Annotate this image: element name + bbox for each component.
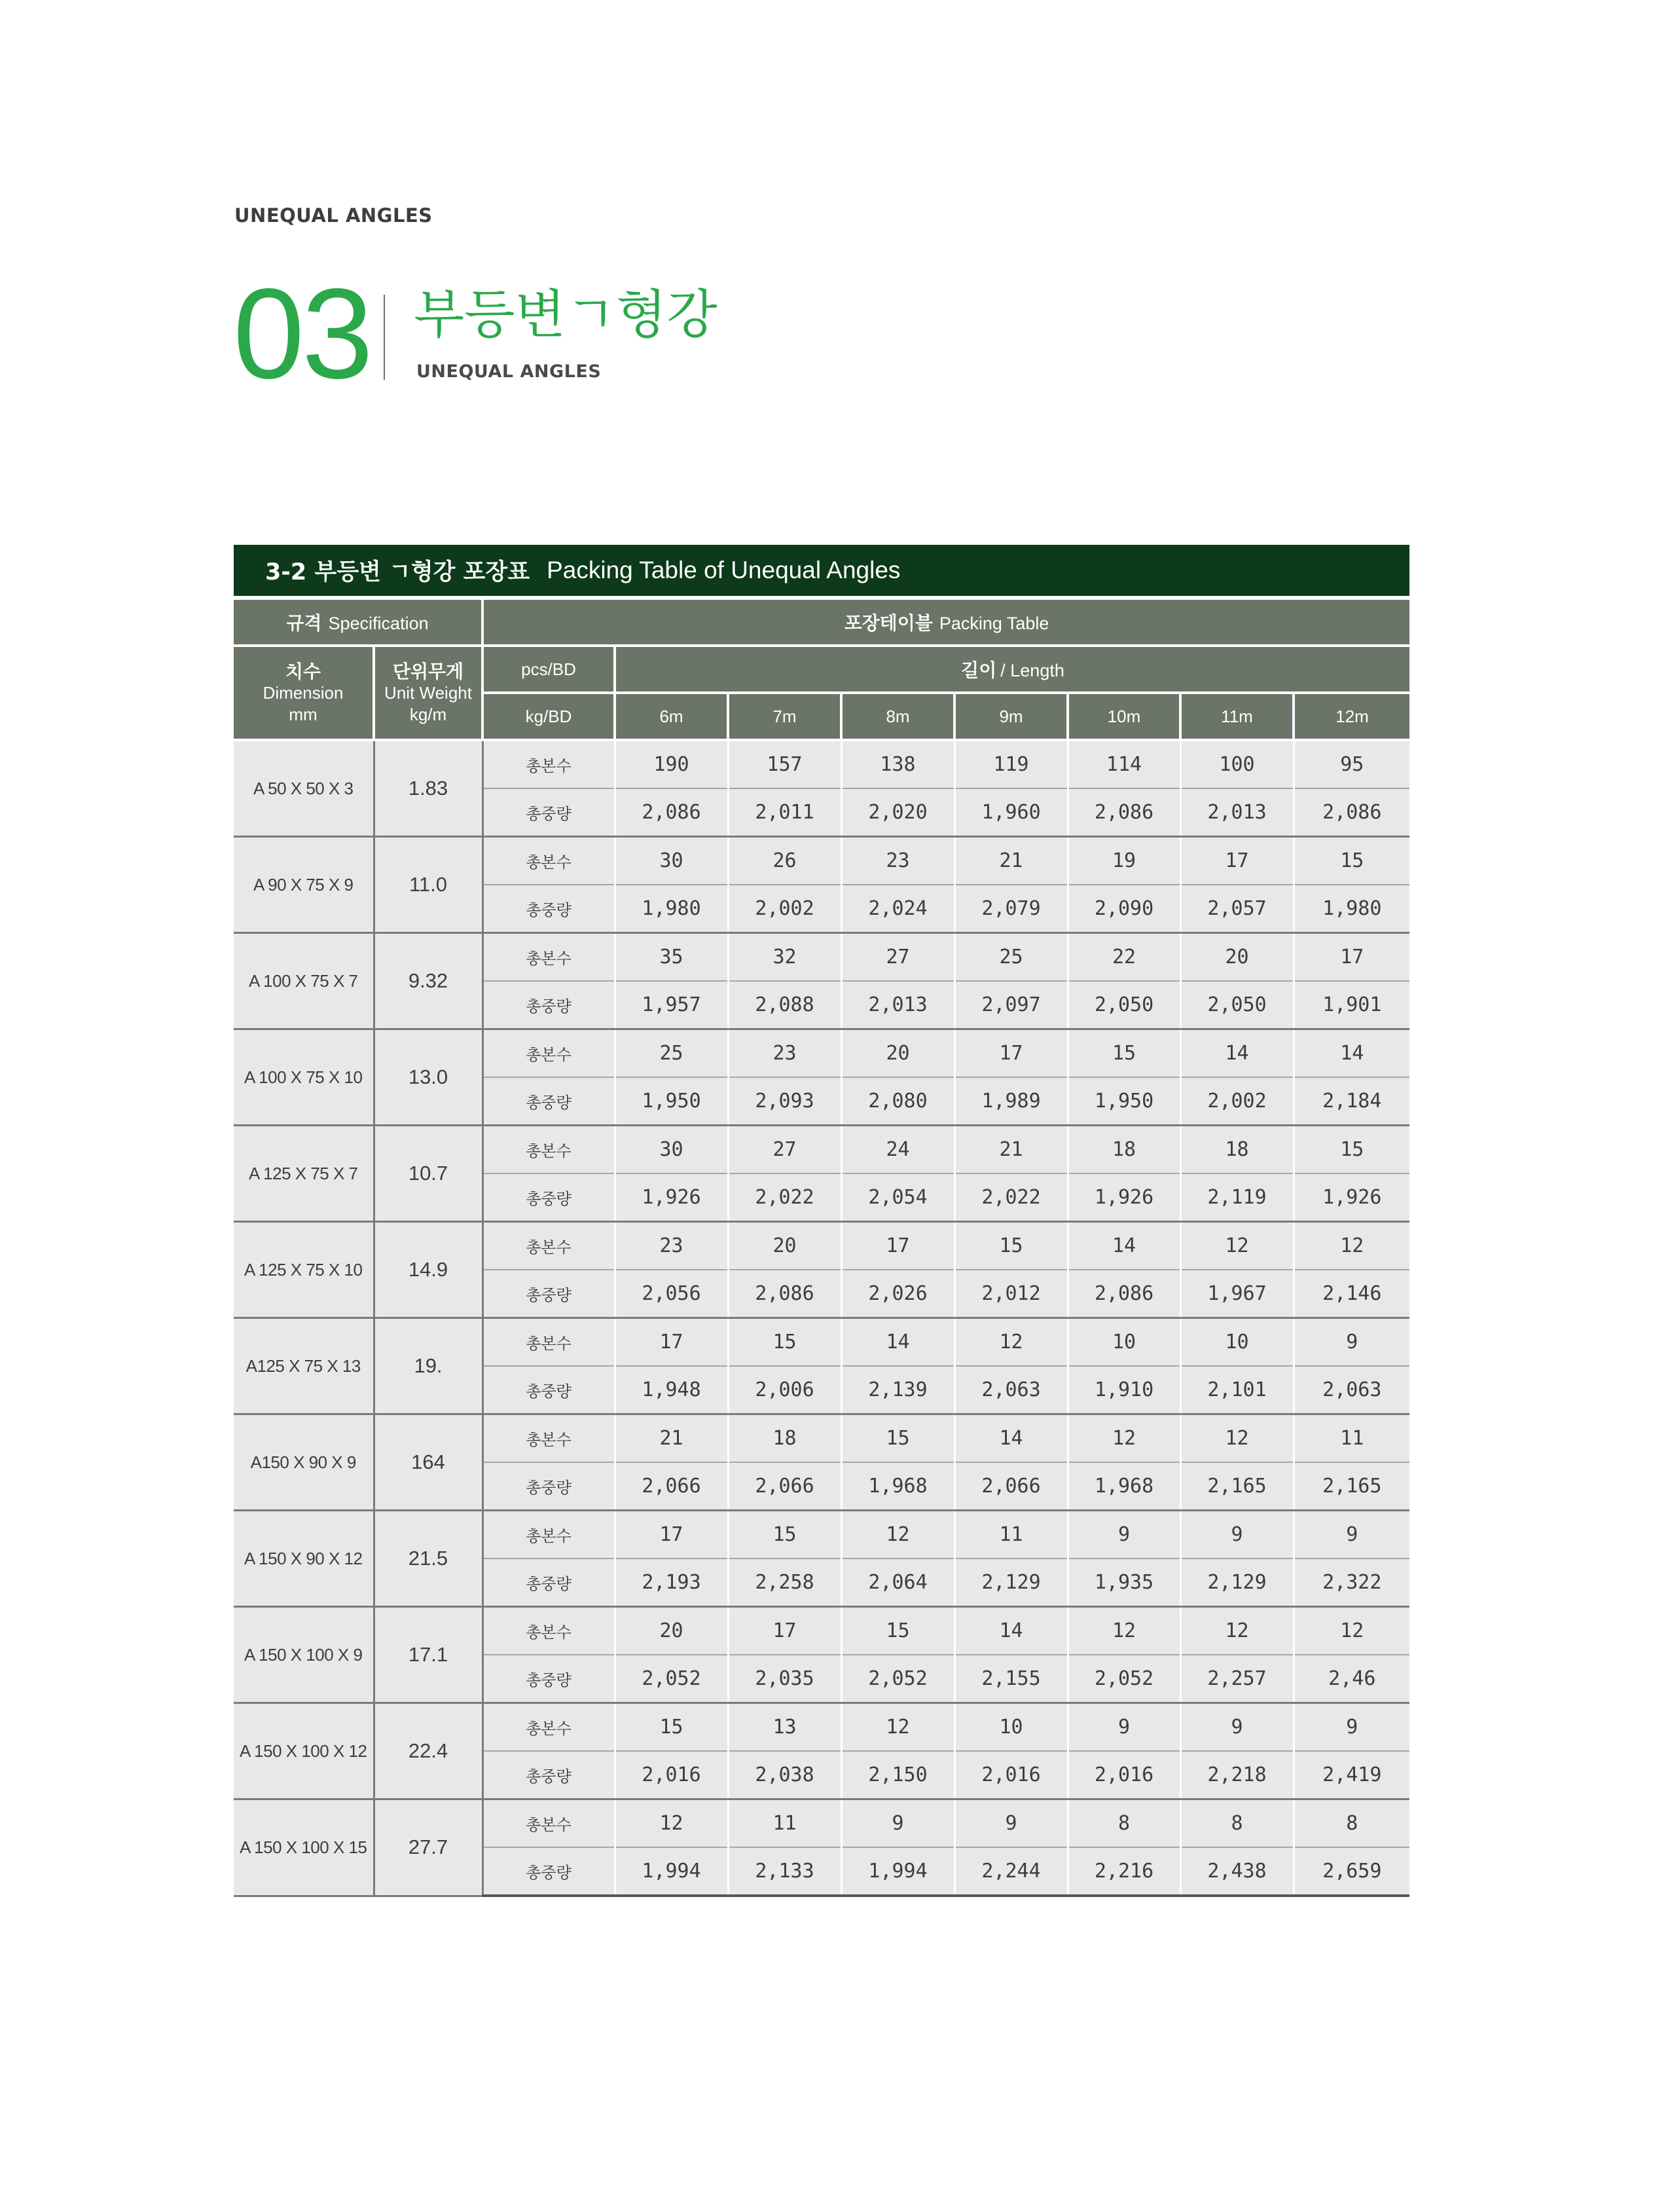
table-row (234, 740, 1409, 788)
unit-weight-cell: 164 (374, 1414, 482, 1511)
weight-cell: 2,093 (728, 1077, 841, 1126)
weight-row-label: 총중량 (482, 1077, 615, 1126)
unit-weight-cell: 10.7 (374, 1126, 482, 1222)
weight-cell: 2,193 (615, 1558, 728, 1607)
pcs-cell: 20 (728, 1222, 841, 1270)
unit-weight-cell: 27.7 (374, 1799, 482, 1896)
pcs-cell: 17 (954, 1029, 1068, 1078)
spec-cell: A 100 X 75 X 7 (234, 933, 374, 1029)
pcs-cell: 25 (954, 933, 1068, 982)
pcs-cell: 14 (841, 1318, 954, 1367)
spec-cell: A 150 X 100 X 15 (234, 1799, 374, 1896)
weight-cell: 2,244 (954, 1847, 1068, 1896)
weight-cell: 2,052 (841, 1655, 954, 1703)
weight-cell: 1,957 (615, 981, 728, 1029)
pcs-cell: 21 (954, 837, 1068, 885)
dimension-header (234, 646, 374, 740)
weight-cell: 2,035 (728, 1655, 841, 1703)
packing-table-section (234, 545, 1409, 1897)
weight-cell: 1,994 (615, 1847, 728, 1896)
weight-cell: 2,022 (954, 1173, 1068, 1222)
pcs-cell: 12 (841, 1511, 954, 1559)
weight-cell: 1,950 (1068, 1077, 1180, 1126)
spec-cell: A 150 X 90 X 12 (234, 1511, 374, 1607)
dimension-header-en: Dimension (263, 682, 344, 703)
pcs-cell: 30 (615, 1126, 728, 1174)
pcs-cell: 15 (728, 1318, 841, 1367)
weight-cell: 2,146 (1294, 1270, 1409, 1318)
weight-cell: 2,020 (841, 788, 954, 837)
pcs-cell: 15 (728, 1511, 841, 1559)
pcs-cell: 190 (615, 740, 728, 788)
pcs-cell: 17 (1180, 837, 1294, 885)
dimension-header-ko: 치수 (285, 660, 321, 682)
table-title-ko: 3-2 부등변 ㄱ형강 포장표 (265, 559, 530, 585)
table-title-bar (234, 545, 1409, 596)
weight-cell: 2,026 (841, 1270, 954, 1318)
weight-cell: 2,006 (728, 1366, 841, 1414)
weight-cell: 1,948 (615, 1366, 728, 1414)
spec-cell: A 125 X 75 X 7 (234, 1126, 374, 1222)
weight-row-label: 총중량 (482, 1847, 615, 1896)
pcs-cell: 18 (1068, 1126, 1180, 1174)
table-row (234, 1799, 1409, 1848)
weight-cell: 2,057 (1180, 885, 1294, 933)
weight-cell: 2,165 (1294, 1462, 1409, 1511)
pcs-row-label: 총본수 (482, 933, 615, 982)
unit-weight-cell: 22.4 (374, 1703, 482, 1799)
weight-cell: 2,119 (1180, 1173, 1294, 1222)
pcs-row-label: 총본수 (482, 1607, 615, 1655)
weight-cell: 2,013 (1180, 788, 1294, 837)
pcs-cell: 20 (841, 1029, 954, 1078)
weight-cell: 2,066 (728, 1462, 841, 1511)
weight-cell: 1,926 (1068, 1173, 1180, 1222)
unit-weight-cell: 21.5 (374, 1511, 482, 1607)
pcs-cell: 12 (1180, 1607, 1294, 1655)
pcs-cell: 9 (1180, 1511, 1294, 1559)
pcs-row-label: 총본수 (482, 837, 615, 885)
weight-cell: 2,258 (728, 1558, 841, 1607)
weight-cell: 2,184 (1294, 1077, 1409, 1126)
pcs-cell: 15 (841, 1414, 954, 1463)
weight-cell: 1,968 (841, 1462, 954, 1511)
weight-cell: 2,024 (841, 885, 954, 933)
dimension-header-unit: mm (289, 704, 318, 724)
length-col-10m: 10m (1068, 693, 1180, 740)
pcs-cell: 15 (1294, 837, 1409, 885)
pcs-cell: 26 (728, 837, 841, 885)
weight-cell: 2,038 (728, 1751, 841, 1799)
unit-weight-cell: 1.83 (374, 740, 482, 837)
kg-bd-header (482, 693, 615, 740)
length-col-7m: 7m (728, 693, 841, 740)
weight-cell: 1,926 (1294, 1173, 1409, 1222)
pcs-cell: 9 (841, 1799, 954, 1848)
pcs-cell: 9 (1294, 1511, 1409, 1559)
pcs-cell: 27 (841, 933, 954, 982)
pcs-cell: 15 (1294, 1126, 1409, 1174)
spec-header (234, 600, 482, 646)
weight-cell: 2,080 (841, 1077, 954, 1126)
kg-bd-label: kg/BD (525, 706, 572, 726)
packing-header-en: Packing Table (939, 614, 1049, 633)
table-row (234, 1414, 1409, 1463)
packing-table (234, 600, 1409, 1897)
weight-cell: 2,659 (1294, 1847, 1409, 1896)
pcs-cell: 14 (1180, 1029, 1294, 1078)
pcs-cell: 12 (1068, 1607, 1180, 1655)
weight-cell: 2,022 (728, 1173, 841, 1222)
pcs-cell: 12 (1294, 1222, 1409, 1270)
weight-cell: 2,218 (1180, 1751, 1294, 1799)
pcs-cell: 9 (1068, 1511, 1180, 1559)
pcs-cell: 15 (615, 1703, 728, 1752)
weight-row-label: 총중량 (482, 1366, 615, 1414)
weight-cell: 2,101 (1180, 1366, 1294, 1414)
pcs-cell: 12 (1068, 1414, 1180, 1463)
pcs-bd-header (482, 646, 615, 693)
weight-cell: 1,968 (1068, 1462, 1180, 1511)
pcs-cell: 157 (728, 740, 841, 788)
length-header-en: / Length (1000, 661, 1064, 680)
weight-cell: 2,129 (1180, 1558, 1294, 1607)
length-header (615, 646, 1409, 693)
length-col-11m: 11m (1180, 693, 1294, 740)
spec-cell: A125 X 75 X 13 (234, 1318, 374, 1414)
weight-cell: 1,910 (1068, 1366, 1180, 1414)
table-row (234, 1511, 1409, 1559)
pcs-cell: 12 (1294, 1607, 1409, 1655)
weight-cell: 2,088 (728, 981, 841, 1029)
pcs-cell: 19 (1068, 837, 1180, 885)
chapter-subtitle: UNEQUAL ANGLES (416, 361, 602, 382)
weight-cell: 2,066 (615, 1462, 728, 1511)
weight-cell: 1,967 (1180, 1270, 1294, 1318)
weight-cell: 2,052 (615, 1655, 728, 1703)
weight-cell: 1,950 (615, 1077, 728, 1126)
unit-weight-cell: 9.32 (374, 933, 482, 1029)
pcs-row-label: 총본수 (482, 1126, 615, 1174)
weight-cell: 2,090 (1068, 885, 1180, 933)
length-col-8m: 8m (841, 693, 954, 740)
weight-cell: 2,013 (841, 981, 954, 1029)
weight-cell: 2,050 (1068, 981, 1180, 1029)
pcs-cell: 100 (1180, 740, 1294, 788)
unit-weight-header-en: Unit Weight (384, 682, 472, 703)
pcs-row-label: 총본수 (482, 1799, 615, 1848)
pcs-row-label: 총본수 (482, 1511, 615, 1559)
spec-cell: A 125 X 75 X 10 (234, 1222, 374, 1318)
pcs-cell: 17 (728, 1607, 841, 1655)
table-title-en: Packing Table of Unequal Angles (547, 557, 901, 583)
pcs-cell: 14 (954, 1414, 1068, 1463)
unit-weight-cell: 11.0 (374, 837, 482, 933)
pcs-cell: 18 (1180, 1126, 1294, 1174)
weight-row-label: 총중량 (482, 1462, 615, 1511)
weight-cell: 1,901 (1294, 981, 1409, 1029)
weight-cell: 2,257 (1180, 1655, 1294, 1703)
pcs-bd-label: pcs/BD (521, 659, 576, 679)
packing-header (482, 600, 1409, 646)
pcs-cell: 18 (728, 1414, 841, 1463)
pcs-cell: 138 (841, 740, 954, 788)
pcs-cell: 8 (1294, 1799, 1409, 1848)
pcs-cell: 9 (1294, 1318, 1409, 1367)
pcs-cell: 11 (1294, 1414, 1409, 1463)
pcs-cell: 12 (954, 1318, 1068, 1367)
weight-cell: 2,016 (954, 1751, 1068, 1799)
pcs-cell: 17 (1294, 933, 1409, 982)
chapter-divider (384, 295, 385, 380)
pcs-cell: 12 (615, 1799, 728, 1848)
unit-weight-header (374, 646, 482, 740)
pcs-cell: 12 (1180, 1222, 1294, 1270)
pcs-cell: 30 (615, 837, 728, 885)
packing-header-ko: 포장테이블 (844, 612, 933, 634)
weight-row-label: 총중량 (482, 788, 615, 837)
spec-cell: A 50 X 50 X 3 (234, 740, 374, 837)
weight-cell: 1,980 (1294, 885, 1409, 933)
table-row (234, 1607, 1409, 1655)
pcs-cell: 15 (1068, 1029, 1180, 1078)
pcs-cell: 8 (1180, 1799, 1294, 1848)
pcs-cell: 95 (1294, 740, 1409, 788)
weight-row-label: 총중량 (482, 885, 615, 933)
pcs-row-label: 총본수 (482, 1703, 615, 1752)
pcs-cell: 9 (1294, 1703, 1409, 1752)
table-row (234, 933, 1409, 982)
pcs-cell: 25 (615, 1029, 728, 1078)
top-section-label: UNEQUAL ANGLES (234, 204, 433, 227)
unit-weight-cell: 14.9 (374, 1222, 482, 1318)
weight-cell: 1,994 (841, 1847, 954, 1896)
spec-cell: A 90 X 75 X 9 (234, 837, 374, 933)
pcs-row-label: 총본수 (482, 1029, 615, 1078)
pcs-cell: 24 (841, 1126, 954, 1174)
length-col-12m: 12m (1294, 693, 1409, 740)
packing-table-body (234, 740, 1409, 1896)
pcs-cell: 27 (728, 1126, 841, 1174)
pcs-cell: 35 (615, 933, 728, 982)
weight-cell: 2,086 (728, 1270, 841, 1318)
weight-cell: 2,054 (841, 1173, 954, 1222)
weight-cell: 2,086 (1068, 1270, 1180, 1318)
weight-cell: 2,419 (1294, 1751, 1409, 1799)
pcs-row-label: 총본수 (482, 1414, 615, 1463)
pcs-cell: 114 (1068, 740, 1180, 788)
spec-cell: A150 X 90 X 9 (234, 1414, 374, 1511)
pcs-cell: 14 (954, 1607, 1068, 1655)
pcs-cell: 21 (615, 1414, 728, 1463)
length-col-6m: 6m (615, 693, 728, 740)
pcs-cell: 23 (841, 837, 954, 885)
unit-weight-header-unit: kg/m (409, 704, 447, 724)
unit-weight-cell: 17.1 (374, 1607, 482, 1703)
weight-cell: 2,155 (954, 1655, 1068, 1703)
weight-cell: 1,980 (615, 885, 728, 933)
pcs-cell: 20 (615, 1607, 728, 1655)
weight-cell: 2,066 (954, 1462, 1068, 1511)
weight-cell: 2,086 (1068, 788, 1180, 837)
pcs-cell: 17 (615, 1511, 728, 1559)
weight-cell: 2,011 (728, 788, 841, 837)
pcs-cell: 9 (1180, 1703, 1294, 1752)
weight-cell: 2,050 (1180, 981, 1294, 1029)
weight-cell: 2,016 (615, 1751, 728, 1799)
pcs-row-label: 총본수 (482, 1318, 615, 1367)
table-row (234, 1029, 1409, 1078)
pcs-cell: 13 (728, 1703, 841, 1752)
weight-cell: 2,322 (1294, 1558, 1409, 1607)
pcs-cell: 22 (1068, 933, 1180, 982)
weight-cell: 2,150 (841, 1751, 954, 1799)
spec-header-en: Specification (328, 614, 429, 633)
unit-weight-header-ko: 단위무게 (392, 660, 464, 682)
chapter-number: 03 (233, 262, 371, 405)
weight-cell: 2,012 (954, 1270, 1068, 1318)
pcs-cell: 11 (728, 1799, 841, 1848)
weight-cell: 2,46 (1294, 1655, 1409, 1703)
weight-cell: 2,064 (841, 1558, 954, 1607)
weight-cell: 2,063 (1294, 1366, 1409, 1414)
pcs-cell: 15 (954, 1222, 1068, 1270)
weight-cell: 1,989 (954, 1077, 1068, 1126)
chapter-title: 부등변ㄱ형강 (414, 284, 717, 345)
weight-cell: 2,052 (1068, 1655, 1180, 1703)
table-row (234, 1318, 1409, 1367)
pcs-cell: 9 (954, 1799, 1068, 1848)
weight-row-label: 총중량 (482, 981, 615, 1029)
weight-cell: 1,926 (615, 1173, 728, 1222)
weight-cell: 1,960 (954, 788, 1068, 837)
pcs-cell: 8 (1068, 1799, 1180, 1848)
weight-cell: 2,165 (1180, 1462, 1294, 1511)
pcs-cell: 32 (728, 933, 841, 982)
unit-weight-cell: 13.0 (374, 1029, 482, 1126)
pcs-row-label: 총본수 (482, 1222, 615, 1270)
table-row (234, 1703, 1409, 1752)
spec-cell: A 100 X 75 X 10 (234, 1029, 374, 1126)
pcs-cell: 12 (1180, 1414, 1294, 1463)
pcs-cell: 23 (728, 1029, 841, 1078)
weight-cell: 2,079 (954, 885, 1068, 933)
pcs-cell: 119 (954, 740, 1068, 788)
weight-cell: 2,016 (1068, 1751, 1180, 1799)
weight-row-label: 총중량 (482, 1558, 615, 1607)
weight-cell: 2,438 (1180, 1847, 1294, 1896)
length-col-9m: 9m (954, 693, 1068, 740)
weight-row-label: 총중량 (482, 1270, 615, 1318)
unit-weight-cell: 19. (374, 1318, 482, 1414)
spec-cell: A 150 X 100 X 12 (234, 1703, 374, 1799)
pcs-cell: 10 (1180, 1318, 1294, 1367)
weight-cell: 2,086 (1294, 788, 1409, 837)
weight-cell: 2,002 (728, 885, 841, 933)
pcs-cell: 14 (1068, 1222, 1180, 1270)
weight-cell: 2,139 (841, 1366, 954, 1414)
pcs-cell: 12 (841, 1703, 954, 1752)
weight-row-label: 총중량 (482, 1655, 615, 1703)
pcs-cell: 14 (1294, 1029, 1409, 1078)
pcs-row-label: 총본수 (482, 740, 615, 788)
weight-cell: 2,097 (954, 981, 1068, 1029)
pcs-cell: 23 (615, 1222, 728, 1270)
pcs-cell: 10 (1068, 1318, 1180, 1367)
weight-cell: 2,133 (728, 1847, 841, 1896)
spec-header-ko: 규격 (286, 612, 322, 634)
weight-cell: 2,056 (615, 1270, 728, 1318)
weight-cell: 2,002 (1180, 1077, 1294, 1126)
pcs-cell: 17 (841, 1222, 954, 1270)
weight-cell: 2,086 (615, 788, 728, 837)
pcs-cell: 15 (841, 1607, 954, 1655)
weight-cell: 2,216 (1068, 1847, 1180, 1896)
spec-cell: A 150 X 100 X 9 (234, 1607, 374, 1703)
pcs-cell: 11 (954, 1511, 1068, 1559)
pcs-cell: 21 (954, 1126, 1068, 1174)
table-row (234, 837, 1409, 885)
pcs-cell: 20 (1180, 933, 1294, 982)
pcs-cell: 9 (1068, 1703, 1180, 1752)
table-row (234, 1222, 1409, 1270)
length-header-ko: 길이 (961, 659, 997, 681)
weight-row-label: 총중량 (482, 1173, 615, 1222)
weight-cell: 2,063 (954, 1366, 1068, 1414)
pcs-cell: 10 (954, 1703, 1068, 1752)
weight-cell: 1,935 (1068, 1558, 1180, 1607)
pcs-cell: 17 (615, 1318, 728, 1367)
table-row (234, 1126, 1409, 1174)
weight-row-label: 총중량 (482, 1751, 615, 1799)
weight-cell: 2,129 (954, 1558, 1068, 1607)
